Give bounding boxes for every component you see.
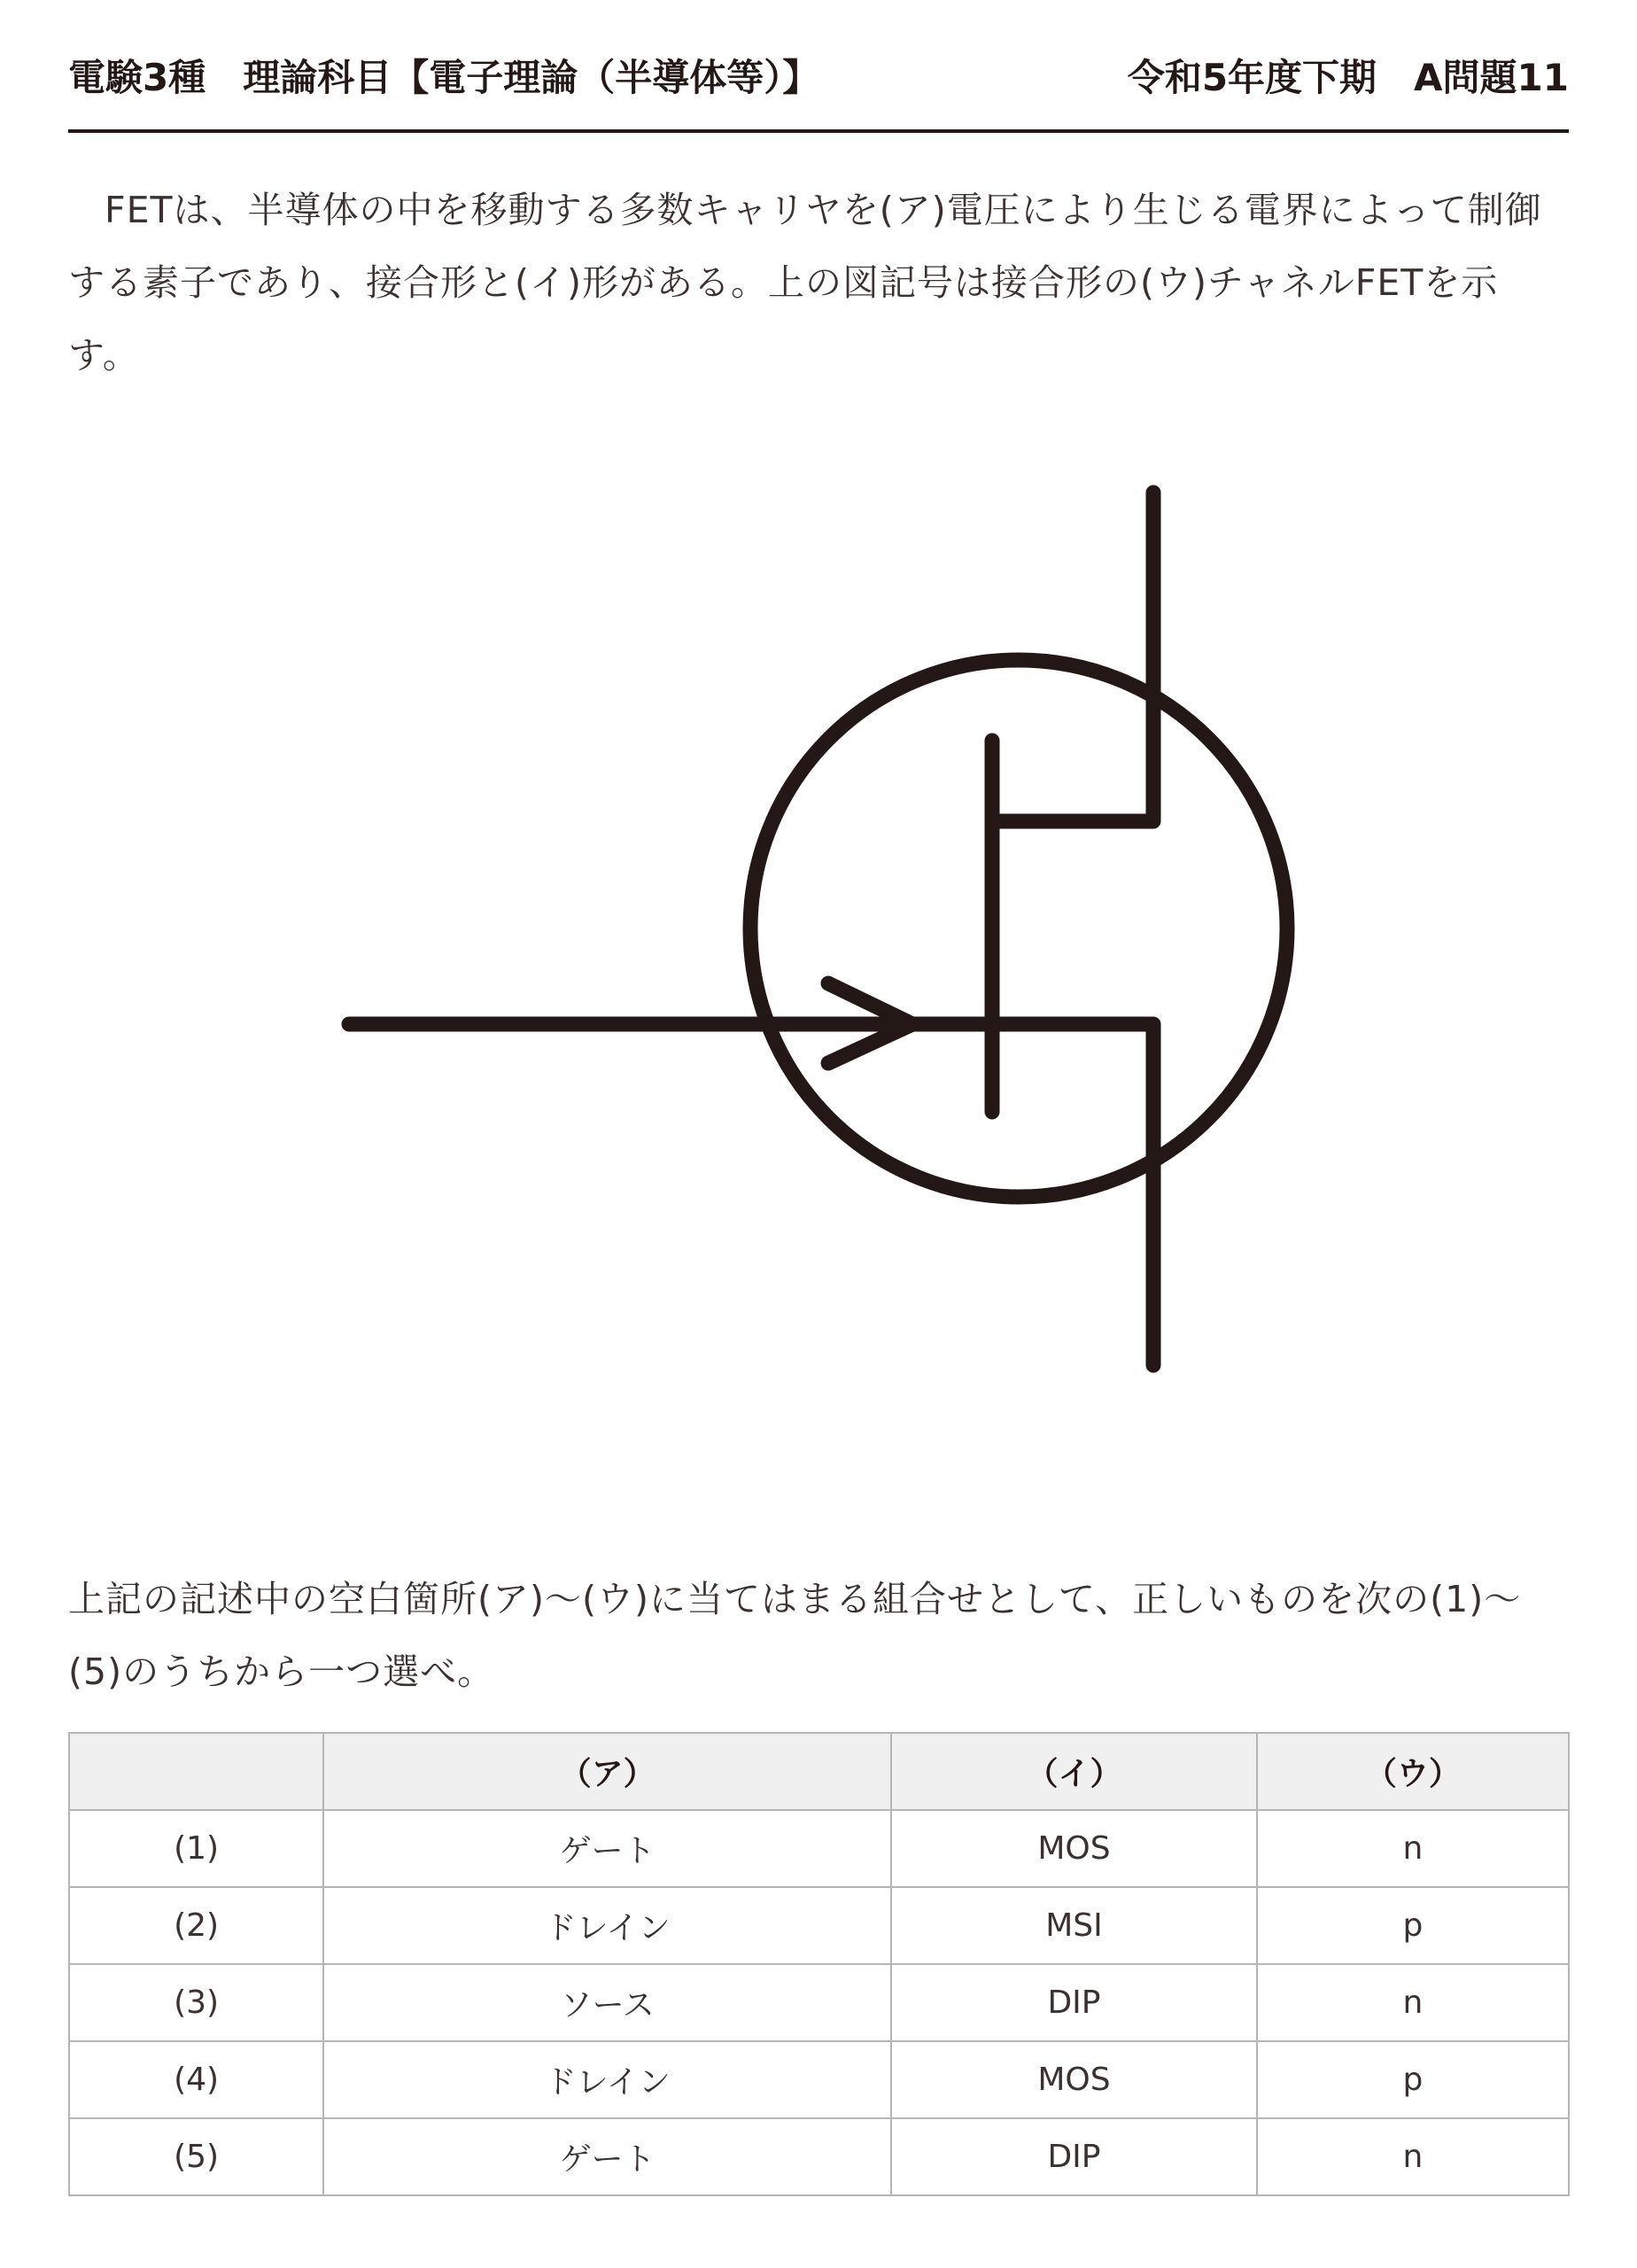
page-header xyxy=(68,35,1569,115)
header-cell-a: （ア） xyxy=(323,1733,891,1810)
transistor-envelope-circle xyxy=(750,660,1287,1197)
header-divider xyxy=(68,129,1569,133)
choice-u: n xyxy=(1257,1810,1569,1887)
choice-a: ソース xyxy=(323,1964,891,2041)
choice-number: (1) xyxy=(69,1810,323,1887)
choice-number: (3) xyxy=(69,1964,323,2041)
choice-a: ゲート xyxy=(323,1810,891,1887)
choice-a: ゲート xyxy=(323,2118,891,2195)
header-cell-i: （イ） xyxy=(891,1733,1257,1810)
subject-title: 電験3種 理論科目【電子理論（半導体等）】 xyxy=(68,56,820,99)
table-row[interactable] xyxy=(69,1887,1569,1964)
jfet-symbol-diagram xyxy=(0,408,1637,1471)
choice-i: DIP xyxy=(891,2118,1257,2195)
table-row[interactable] xyxy=(69,2118,1569,2195)
choice-i: MOS xyxy=(891,1810,1257,1887)
choice-number: (5) xyxy=(69,2118,323,2195)
choice-number: (4) xyxy=(69,2041,323,2118)
header-cell-blank xyxy=(69,1733,323,1810)
table-row[interactable] xyxy=(69,2041,1569,2118)
choice-u: n xyxy=(1257,1964,1569,2041)
choice-i: MOS xyxy=(891,2041,1257,2118)
choice-u: p xyxy=(1257,2041,1569,2118)
intro-paragraph: FETは、半導体の中を移動する多数キャリヤを(ア)電圧により生じる電界によって制御する素子であり、接合形と(イ)形がある。上の図記号は接合形の(ウ)チャネルFETを示す。 xyxy=(68,189,1542,377)
exam-reference: 令和5年度下期 A問題11 xyxy=(1127,56,1569,99)
choice-a: ドレイン xyxy=(323,1887,891,1964)
table-row[interactable] xyxy=(69,1964,1569,2041)
choice-a: ドレイン xyxy=(323,2041,891,2118)
answer-choices-table xyxy=(68,1732,1570,2196)
table-row[interactable] xyxy=(69,1810,1569,1887)
choice-u: n xyxy=(1257,2118,1569,2195)
choice-u: p xyxy=(1257,1887,1569,1964)
choice-i: DIP xyxy=(891,1964,1257,2041)
question-paragraph: 上記の記述中の空白箇所(ア)〜(ウ)に当てはまる組合せとして、正しいものを次の(1)〜(5)のうちから一つ選べ。 xyxy=(68,1578,1522,1693)
table-header-row xyxy=(69,1733,1569,1810)
choice-i: MSI xyxy=(891,1887,1257,1964)
choice-number: (2) xyxy=(69,1887,323,1964)
header-cell-u: （ウ） xyxy=(1257,1733,1569,1810)
